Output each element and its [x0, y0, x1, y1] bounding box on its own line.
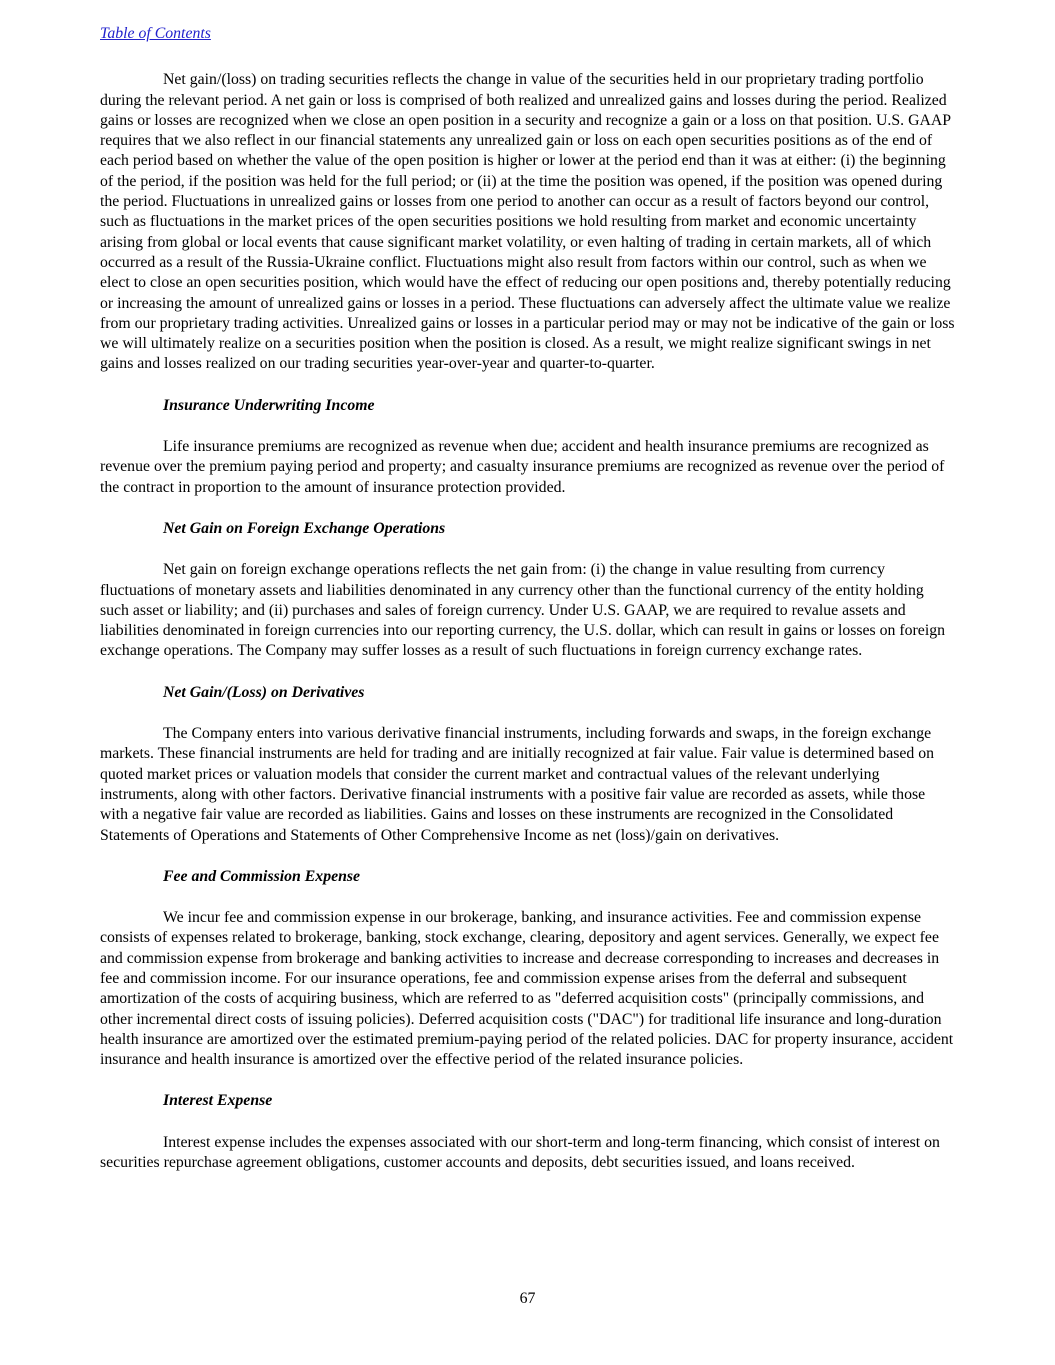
paragraph-insurance-underwriting-income: Life insurance premiums are recognized as revenue when due; accident and health insurance premiums are recognized as revenue over the premium paying period and property; and casualty insurance premiums are recognized as revenue over the period of the contract in proportion to the amount of insurance protection provided. [100, 438, 945, 496]
table-of-contents-link[interactable]: Table of Contents [100, 25, 211, 42]
heading-net-gain-foreign-exchange-operations: Net Gain on Foreign Exchange Operations [163, 519, 446, 537]
heading-fee-and-commission-expense: Fee and Commission Expense [163, 867, 361, 885]
heading-net-gain-loss-derivatives: Net Gain/(Loss) on Derivatives [163, 683, 365, 701]
paragraph-net-gain-loss-trading-securities: Net gain/(loss) on trading securities reflects the change in value of the securities held in our proprietary trading portfolio during the relevant period. A net gain or loss is comprised of both realized and unrealized gains and losses during the period. Realized gains or losses are recognized when we close an open position in a security and recognize a gain or a loss on that position. U.S. GAAP requires that we also reflect in our financial statements any unrealized gain or loss on each open securities positions as of the end of each period based on whether the value of the open position is higher or lower at the period end than it was at either: (i) the beginning of the period, if the position was held for the full period; or (ii) at the time the position was opened, if the position was opened during the period. Fluctuations in unrealized gains or losses from one period to another can occur as a result of factors beyond our control, such as fluctuations in the market prices of the open securities positions we hold resulting from market and economic uncertainty arising from global or local events that cause significant market volatility, or even halting of trading in certain markets, all of which occurred as a result of the Russia-Ukraine conflict. Fluctuations might also result from factors within our control, such as when we elect to close an open securities position, which would have the effect of reducing our open positions and, thereby potentially reducing or increasing the amount of unrealized gains or losses in a period. These fluctuations can adversely affect the ultimate value we realize from our proprietary trading activities. Unrealized gains or losses in a particular period may or may not be indicative of the gain or loss we will ultimately realize on a securities position when the position is closed. As a result, we might realize significant swings in net gains and losses realized on our trading securities year-over-year and quarter-to-quarter. [100, 71, 955, 373]
paragraph-net-gain-foreign-exchange-operations: Net gain on foreign exchange operations reflects the net gain from: (i) the change in value resulting from currency fluctuations of monetary assets and liabilities denominated in any currency other than the functional currency of the entity holding such asset or liability; and (ii) purchases and sales of foreign currency. Under U.S. GAAP, we are required to revalue assets and liabilities denominated in foreign currencies into our reporting currency, the U.S. dollar, which can result in gains or losses on foreign exchange operations. The Company may suffer losses as a result of such fluctuations in foreign currency exchange rates. [100, 561, 946, 660]
paragraph-interest-expense: Interest expense includes the expenses associated with our short-term and long-term financing, which consist of interest on securities repurchase agreement obligations, customer accounts and deposits, debt securities issued, and loans received. [100, 1133, 940, 1172]
heading-insurance-underwriting-income: Insurance Underwriting Income [163, 396, 375, 414]
paragraph-fee-and-commission-expense: We incur fee and commission expense in our brokerage, banking, and insurance activities. Fee and commission expense consists of expenses related to brokerage, banking, stock exchange, clearing, depository and agent services. Generally, we expect fee and commission expense from brokerage and banking activities to increase and decrease corresponding to increases and decreases in fee and commission income. For our insurance operations, fee and commission expense arises from the deferral and subsequent amortization of the costs of acquiring business, which are referred to as "deferred acquisition costs" (principally commissions, and other incremental direct costs of issuing policies). Deferred acquisition costs ("DAC") for traditional life insurance and long-duration health insurance are amortized over the estimated premium-paying period of the related policies. DAC for property insurance, accident insurance and health insurance is amortized over the effective period of the related insurance policies. [100, 909, 954, 1069]
heading-interest-expense: Interest Expense [163, 1092, 273, 1110]
paragraph-net-gain-loss-derivatives: The Company enters into various derivative financial instruments, including forwards and swaps, in the foreign exchange markets. These financial instruments are held for trading and are initially recognized at fair value. Fair value is determined based on quoted market prices or valuation models that consider the current market and contractual values of the relevant underlying instruments, along with other factors. Derivative financial instruments with a positive fair value are recorded as assets, while those with a negative fair value are recorded as liabilities. Gains and losses on these instruments are recognized in the Consolidated Statements of Operations and Statements of Other Comprehensive Income as net (loss)/gain on derivatives. [100, 725, 935, 844]
page-number: 67 [519, 1289, 536, 1307]
